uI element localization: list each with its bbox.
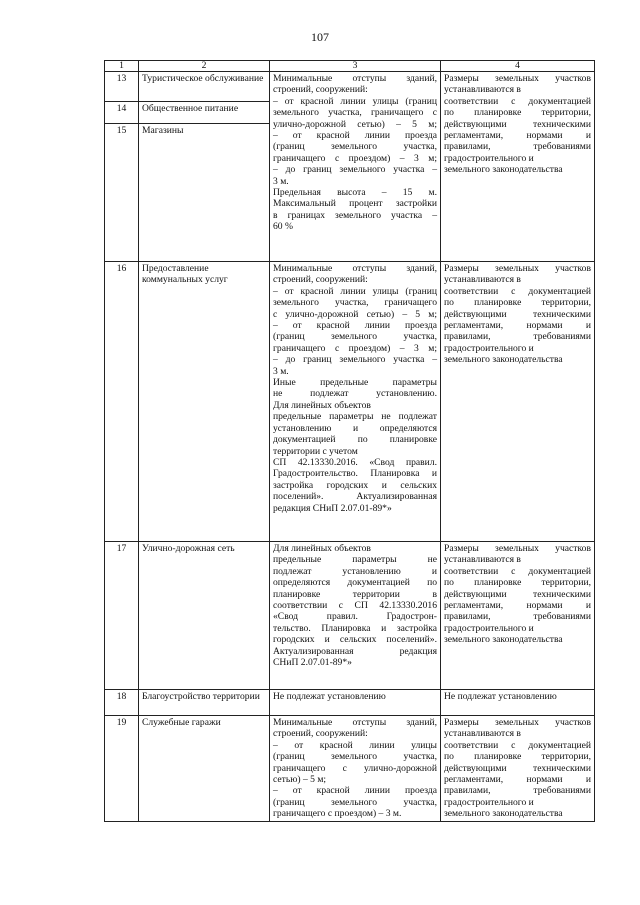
- cell-line: строений, сооружений:: [273, 84, 368, 96]
- cell-line: Размеры земельных участков: [444, 717, 591, 728]
- cell-line: земельного законодательства: [444, 808, 563, 820]
- cell-line: действующими техническими: [444, 308, 591, 320]
- header-cell: 3: [270, 61, 441, 72]
- row-number: 16: [105, 262, 139, 542]
- cell-line: СП 42.13330.2016. «Свод правил.: [273, 456, 437, 468]
- cell-line: 3 м.: [273, 365, 289, 377]
- cell-line: Размеры земельных участков: [444, 543, 591, 554]
- cell-line: граничащего с проездом) – 3 м;: [273, 342, 437, 354]
- regulations-table: [104, 60, 595, 822]
- cell-line: соответствии с СП 42.13330.2016: [273, 600, 437, 612]
- cell-line: граничащего с проездом) – 3 м;: [273, 152, 437, 164]
- cell-line: по планировке территории,: [444, 107, 591, 119]
- cell-line: СНиП 2.07.01-89*»: [273, 657, 352, 669]
- cell-line: регламентами, нормами и: [444, 774, 591, 786]
- cell-line: Размеры земельных участков: [444, 73, 591, 84]
- cell-line: по планировке территории,: [444, 577, 591, 589]
- cell-line: редакция СНиП 2.07.01-89*»: [273, 502, 392, 514]
- cell-line: правилами, требованиями: [444, 331, 591, 343]
- table-row: [105, 716, 595, 822]
- cell-line: – от красной линии проезда: [273, 785, 437, 797]
- cell-line: правилами, требованиями: [444, 785, 591, 797]
- use-type-name: Туристическое обслуживание: [139, 72, 270, 102]
- cell-line: строений, сооружений:: [273, 728, 368, 740]
- cell-line: регламентами, нормами и: [444, 130, 591, 142]
- cell-line: регламентами, нормами и: [444, 600, 591, 612]
- cell-line: документацией по планировке: [273, 434, 437, 446]
- cell-line: градостроительного и: [444, 342, 534, 354]
- row-number: 19: [105, 716, 139, 822]
- parameters-cell: [270, 72, 441, 262]
- cell-line: предельные параметры не: [273, 554, 437, 566]
- cell-line: 60 %: [273, 221, 293, 233]
- row-number: 13: [105, 72, 139, 102]
- land-size-cell: [441, 72, 595, 262]
- use-type-name: Служебные гаражи: [139, 716, 270, 822]
- row-number: 14: [105, 102, 139, 124]
- header-row: [105, 61, 595, 72]
- table-row: [105, 262, 595, 542]
- use-type-name: Предоставление коммунальных услуг: [139, 262, 270, 542]
- cell-line: – до границ земельного участка –: [273, 354, 437, 366]
- cell-line: по планировке территории,: [444, 297, 591, 309]
- parameters-cell: [270, 716, 441, 822]
- cell-line: устанавливаются в: [444, 84, 521, 96]
- row-number: 18: [105, 690, 139, 716]
- cell-line: Для линейных объектов: [273, 399, 371, 411]
- cell-line: земельного законодательства: [444, 354, 563, 366]
- row-number: 17: [105, 542, 139, 690]
- cell-line: соответствии с документацией: [444, 739, 591, 751]
- cell-line: соответствии с документацией: [444, 565, 591, 577]
- cell-line: – до границ земельного участка –: [273, 164, 437, 176]
- cell-line: в границах земельного участка –: [273, 209, 437, 221]
- cell-line: предельные параметры не подлежат: [273, 411, 437, 423]
- cell-line: по планировке территории,: [444, 751, 591, 763]
- cell-line: улично-дорожной сетью) – 5 м;: [273, 118, 437, 130]
- cell-line: (границ земельного участка,: [273, 796, 437, 808]
- parameters-cell: [270, 690, 441, 716]
- cell-line: устанавливаются в: [444, 554, 521, 566]
- land-size-cell: [441, 542, 595, 690]
- cell-line: градостроительного и: [444, 622, 534, 634]
- cell-line: правилами, требованиями: [444, 141, 591, 153]
- land-size-cell: [441, 716, 595, 822]
- header-cell: 4: [441, 61, 595, 72]
- cell-line: (границ земельного участка,: [273, 751, 437, 763]
- cell-line: устанавливаются в: [444, 274, 521, 286]
- parameters-cell: [270, 542, 441, 690]
- cell-line: Иные предельные параметры: [273, 377, 437, 389]
- land-size-cell: [441, 690, 595, 716]
- page-number: 107: [311, 30, 329, 44]
- cell-line: граничащего с улично-дорожной: [273, 762, 437, 774]
- cell-line: Не подлежат установлению: [273, 691, 386, 702]
- row-number: 15: [105, 124, 139, 262]
- cell-line: «Свод правил. Градострон-: [273, 611, 437, 623]
- cell-line: (границ земельного участка,: [273, 141, 437, 153]
- cell-line: Актуализированная редакция: [273, 645, 437, 657]
- cell-line: Градостроительство. Планировка и: [273, 468, 437, 480]
- table-row: [105, 690, 595, 716]
- use-type-name: Благоустройство территории: [139, 690, 270, 716]
- cell-line: Минимальные отступы зданий,: [273, 717, 437, 728]
- use-type-name: Улично-дорожная сеть: [139, 542, 270, 690]
- cell-line: не подлежат установлению.: [273, 388, 437, 400]
- header-cell: 2: [139, 61, 270, 72]
- cell-line: Предельная высота – 15 м.: [273, 187, 437, 199]
- table-row: [105, 72, 595, 102]
- cell-line: Не подлежат установлению: [444, 691, 557, 702]
- cell-line: регламентами, нормами и: [444, 320, 591, 332]
- cell-line: устанавливаются в: [444, 728, 521, 740]
- cell-line: – от красной линии улицы: [273, 739, 437, 751]
- use-type-name: Магазины: [139, 124, 270, 262]
- cell-line: сетью) – 5 м;: [273, 774, 327, 786]
- cell-line: – от красной линии проезда: [273, 130, 437, 142]
- cell-line: определяются документацией по: [273, 577, 437, 589]
- cell-line: градостроительного и: [444, 152, 534, 164]
- cell-line: подлежат установлению и: [273, 565, 437, 577]
- cell-line: – от красной линии улицы (границ: [273, 95, 437, 107]
- header-cell: 1: [105, 61, 139, 72]
- cell-line: установлению и определяются: [273, 422, 437, 434]
- cell-line: действующими техническими: [444, 588, 591, 600]
- cell-line: Минимальные отступы зданий,: [273, 263, 437, 274]
- cell-line: земельного законодательства: [444, 634, 563, 646]
- cell-line: земельного участка, граничащего с: [273, 107, 437, 119]
- cell-line: соответствии с документацией: [444, 95, 591, 107]
- cell-line: – от красной линии улицы (границ: [273, 285, 437, 297]
- land-size-cell: [441, 262, 595, 542]
- cell-line: действующими техническими: [444, 118, 591, 130]
- cell-line: Для линейных объектов: [273, 543, 371, 554]
- cell-line: с улично-дорожной сетью) – 5 м;: [273, 308, 437, 320]
- cell-line: (границ земельного участка,: [273, 331, 437, 343]
- cell-line: тельство. Планировка и застройка: [273, 622, 437, 634]
- cell-line: 3 м.: [273, 175, 289, 187]
- cell-line: городских и сельских поселений».: [273, 634, 437, 646]
- cell-line: планировке территории в: [273, 588, 437, 600]
- cell-line: застройка городских и сельских: [273, 479, 437, 491]
- cell-line: строений, сооружений:: [273, 274, 368, 286]
- cell-line: граничащего с проездом) – 3 м.: [273, 808, 402, 820]
- parameters-cell: [270, 262, 441, 542]
- use-type-name: Общественное питание: [139, 102, 270, 124]
- cell-line: – от красной линии проезда: [273, 320, 437, 332]
- cell-line: Размеры земельных участков: [444, 263, 591, 274]
- cell-line: поселений». Актуализированная: [273, 491, 437, 503]
- cell-line: градостроительного и: [444, 796, 534, 808]
- cell-line: земельного участка, граничащего: [273, 297, 437, 309]
- cell-line: соответствии с документацией: [444, 285, 591, 297]
- cell-line: действующими техническими: [444, 762, 591, 774]
- cell-line: земельного законодательства: [444, 164, 563, 176]
- cell-line: территории с учетом: [273, 445, 358, 457]
- cell-line: правилами, требованиями: [444, 611, 591, 623]
- cell-line: Максимальный процент застройки: [273, 198, 437, 210]
- table-row: [105, 542, 595, 690]
- cell-line: Минимальные отступы зданий,: [273, 73, 437, 84]
